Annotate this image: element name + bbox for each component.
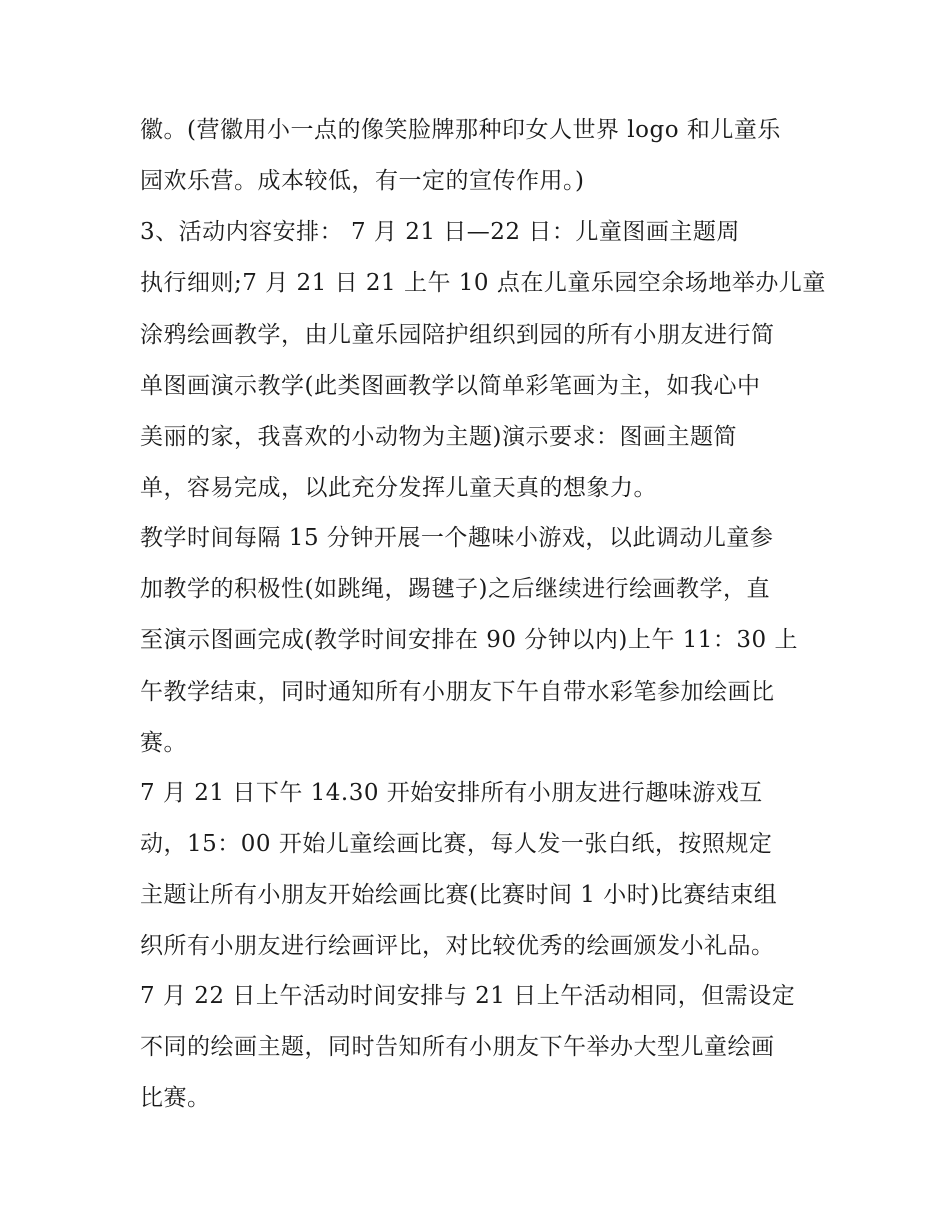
text-line: 教学时间每隔 15 分钟开展一个趣味小游戏，以此调动儿童参 [140,525,774,551]
text-line: 不同的绘画主题，同时告知所有小朋友下午举办大型儿童绘画 [140,1034,775,1060]
text-line: 7 月 22 日上午活动时间安排与 21 日上午活动相同，但需设定 [140,983,796,1009]
text-line: 加教学的积极性(如跳绳，踢毽子)之后继续进行绘画教学，直 [140,576,770,602]
text-line: 7 月 21 日下午 14.30 开始安排所有小朋友进行趣味游戏互 [140,780,763,806]
text-line: 赛。 [140,730,187,756]
text-line: 织所有小朋友进行绘画评比，对比较优秀的绘画颁发小礼品。 [140,933,775,959]
text-line: 比赛。 [140,1085,211,1111]
text-line: 3、活动内容安排： 7 月 21 日—22 日：儿童图画主题周 [140,219,740,245]
text-line: 执行细则;7 月 21 日 21 上午 10 点在儿童乐园空余场地举办儿童 [140,270,826,296]
text-line: 午教学结束，同时通知所有小朋友下午自带水彩笔参加绘画比 [140,679,775,705]
text-line: 涂鸦绘画教学，由儿童乐园陪护组织到园的所有小朋友进行简 [140,322,775,348]
text-line: 徽。(营徽用小一点的像笑脸牌那种印女人世界 logo 和儿童乐 [140,117,781,143]
text-line: 园欢乐营。成本较低，有一定的宣传作用。) [140,168,585,194]
text-line: 单，容易完成，以此充分发挥儿童天真的想象力。 [140,475,657,501]
text-line: 美丽的家，我喜欢的小动物为主题)演示要求：图画主题简 [140,424,737,450]
text-line: 单图画演示教学(此类图画教学以简单彩笔画为主，如我心中 [140,373,761,399]
text-line: 至演示图画完成(教学时间安排在 90 分钟以内)上午 11：30 上 [140,627,798,653]
text-line: 动，15：00 开始儿童绘画比赛，每人发一张白纸，按照规定 [140,831,773,857]
text-line: 主题让所有小朋友开始绘画比赛(比赛时间 1 小时)比赛结束组 [140,882,778,908]
